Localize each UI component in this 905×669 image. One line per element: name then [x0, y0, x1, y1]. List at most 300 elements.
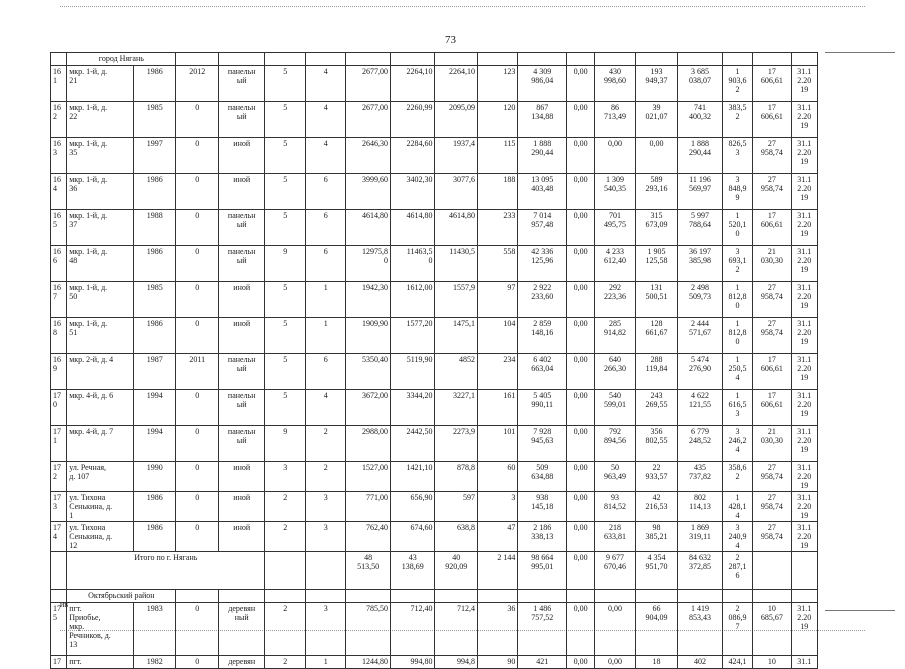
table-cell-res: 161: [477, 390, 517, 426]
table-cell-c7: 27 958,74: [753, 282, 791, 318]
table-cell-y1: 1986: [133, 174, 176, 210]
table-cell-c7: 27 958,74: [753, 492, 791, 522]
table-cell-a3: 2264,10: [435, 66, 477, 102]
table-cell-fl: 2: [265, 656, 305, 669]
table-cell-a3: 994,8: [435, 656, 477, 669]
table-cell-en: 2: [305, 426, 345, 462]
table-cell-mat: иной: [218, 174, 265, 210]
table-cell-c1: 2 186 338,13: [518, 522, 567, 552]
table-cell-c1: 509 634,88: [518, 462, 567, 492]
table-cell-en: 1: [305, 318, 345, 354]
table-cell-en: 4: [305, 390, 345, 426]
table-cell-mat: иной: [218, 282, 265, 318]
table-cell-res: 101: [477, 426, 517, 462]
table-cell-addr: мкр. 4-й, д. 6: [67, 390, 134, 426]
table-cell-res: 90: [477, 656, 517, 669]
table-cell-c5: 435 737,82: [678, 462, 723, 492]
table-cell-a2: 1421,10: [390, 462, 435, 492]
table-cell-c2: 0,00: [566, 66, 594, 102]
table-cell-a2: 1577,20: [390, 318, 435, 354]
table-cell-c5: 2 498 509,73: [678, 282, 723, 318]
table-cell-c5: 402: [678, 656, 723, 669]
table-cell-c2: 0,00: [566, 492, 594, 522]
table-cell-n: 17 1: [51, 426, 67, 462]
table-cell-c4: 22 933,57: [635, 462, 677, 492]
table-row: [51, 426, 818, 462]
table-cell-addr: пгт.: [67, 656, 134, 669]
table-cell-n: 17 3: [51, 492, 67, 522]
table-cell-a1: 2677,00: [346, 102, 391, 138]
table-row: [51, 246, 818, 282]
table-cell-addr: мкр. 4-й, д. 7: [67, 426, 134, 462]
table-cell-fl: 2: [265, 522, 305, 552]
table-cell-c1: 1 888 290,44: [518, 138, 567, 174]
table-cell-c1: 7 928 945,63: [518, 426, 567, 462]
total-cell: 43 138,69: [390, 552, 435, 590]
table-cell-n: 17 0: [51, 390, 67, 426]
table-cell-c7: 10: [753, 656, 791, 669]
table-cell-c4: 589 293,16: [635, 174, 677, 210]
empty-cell: [477, 590, 517, 603]
table-row: [51, 138, 818, 174]
section-title-oktyabrsky: Октябрьский район: [67, 590, 176, 603]
table-cell-a1: 785,50: [346, 603, 391, 656]
empty-cell: [51, 552, 67, 590]
table-cell-c6: 1 428,1 4: [722, 492, 752, 522]
table-cell-c4: 39 021,07: [635, 102, 677, 138]
table-cell-addr: мкр. 1-й, д. 22: [67, 102, 134, 138]
table-cell-a1: 1909,90: [346, 318, 391, 354]
table-cell-c2: 0,00: [566, 426, 594, 462]
table-cell-res: 115: [477, 138, 517, 174]
table-cell-c3: 640 266,30: [595, 354, 635, 390]
table-cell-c3: 792 894,56: [595, 426, 635, 462]
table-cell-y1: 1994: [133, 426, 176, 462]
table-cell-a2: 2442,50: [390, 426, 435, 462]
table-cell-a1: 3672,00: [346, 390, 391, 426]
table-cell-c2: 0,00: [566, 138, 594, 174]
table-cell-c8: 31.1 2.20 19: [791, 354, 817, 390]
table-cell-fl: 5: [265, 66, 305, 102]
table-cell-n: 17 4: [51, 522, 67, 552]
table-cell-c6: 424,1: [722, 656, 752, 669]
table-cell-c7: 21 030,30: [753, 426, 791, 462]
section-header-row: [51, 590, 818, 603]
table-cell-en: 1: [305, 282, 345, 318]
empty-cell: [518, 590, 567, 603]
table-cell-res: 36: [477, 603, 517, 656]
table-cell-c7: 21 030,30: [753, 246, 791, 282]
margin-line: [825, 610, 895, 611]
table-cell-a2: 2260,99: [390, 102, 435, 138]
table-cell-c6: 2 086,9 7: [722, 603, 752, 656]
table-cell-y2: 0: [176, 282, 218, 318]
table-cell-a1: 2677,00: [346, 66, 391, 102]
table-cell-c7: 27 958,74: [753, 174, 791, 210]
table-cell-c3: 93 814,52: [595, 492, 635, 522]
table-cell-fl: 9: [265, 426, 305, 462]
table-cell-addr: мкр. 1-й, д. 36: [67, 174, 134, 210]
table-cell-c2: 0,00: [566, 354, 594, 390]
table-cell-y1: 1987: [133, 354, 176, 390]
total-cell: 84 632 372,85: [678, 552, 723, 590]
table-cell-c1: 421: [518, 656, 567, 669]
table-cell-y1: 1997: [133, 138, 176, 174]
table-cell-a3: 2273,9: [435, 426, 477, 462]
table-cell-a3: 11430,5: [435, 246, 477, 282]
table-cell-mat: панельн ый: [218, 390, 265, 426]
table-cell-c3: 86 713,49: [595, 102, 635, 138]
empty-cell: [753, 590, 791, 603]
table-cell-res: 123: [477, 66, 517, 102]
table-cell-y2: 0: [176, 318, 218, 354]
table-cell-y2: 0: [176, 492, 218, 522]
table-cell-n: 16 9: [51, 354, 67, 390]
table-cell-c5: 1 869 319,11: [678, 522, 723, 552]
table-cell-c3: 430 998,60: [595, 66, 635, 102]
empty-cell: [305, 590, 345, 603]
table-cell-y1: 1985: [133, 282, 176, 318]
table-cell-en: 6: [305, 210, 345, 246]
table-cell-c7: 17 606,61: [753, 354, 791, 390]
table-cell-c7: 17 606,61: [753, 390, 791, 426]
table-cell-a2: 3402,30: [390, 174, 435, 210]
table-cell-fl: 2: [265, 603, 305, 656]
table-cell-a3: 3077,6: [435, 174, 477, 210]
table-cell-a2: 2284,60: [390, 138, 435, 174]
table-cell-res: 97: [477, 282, 517, 318]
table-cell-c2: 0,00: [566, 603, 594, 656]
table-cell-c3: 0,00: [595, 656, 635, 669]
table-cell-en: 4: [305, 66, 345, 102]
housing-table: [50, 52, 818, 669]
table-row: [51, 282, 818, 318]
table-cell-a1: 5350,40: [346, 354, 391, 390]
table-cell-y2: 0: [176, 603, 218, 656]
table-cell-c8: 31.1 2.20 19: [791, 102, 817, 138]
table-cell-c3: 285 914,82: [595, 318, 635, 354]
table-cell-a3: 4852: [435, 354, 477, 390]
table-row: [51, 66, 818, 102]
table-cell-c3: 218 633,81: [595, 522, 635, 552]
table-cell-y2: 0: [176, 426, 218, 462]
table-cell-c3: 701 495,75: [595, 210, 635, 246]
table-cell-res: 47: [477, 522, 517, 552]
table-cell-y1: 1986: [133, 66, 176, 102]
table-cell-n: 16 3: [51, 138, 67, 174]
table-cell-a1: 1942,30: [346, 282, 391, 318]
table-cell-res: 233: [477, 210, 517, 246]
table-cell-c7: 27 958,74: [753, 522, 791, 552]
total-cell: 0,00: [566, 552, 594, 590]
table-cell-a1: 1527,00: [346, 462, 391, 492]
table-cell-c8: 31.1 2.20 19: [791, 318, 817, 354]
table-cell-a2: 674,60: [390, 522, 435, 552]
table-cell-a2: 656,90: [390, 492, 435, 522]
scan-edge-top: [60, 6, 865, 7]
table-cell-c5: 2 444 571,67: [678, 318, 723, 354]
table-cell-c8: 31.1 2.20 19: [791, 462, 817, 492]
table-cell-en: 1: [305, 656, 345, 669]
table-cell-addr: ул. Тихона Сенькина, д. 12: [67, 522, 134, 552]
table-cell-c6: 1 520,1 0: [722, 210, 752, 246]
table-cell-c6: 1 903,6 2: [722, 66, 752, 102]
table-cell-mat: панельн ый: [218, 426, 265, 462]
empty-cell: [265, 552, 305, 590]
table-row: [51, 522, 818, 552]
table-cell-c1: 2 922 233,60: [518, 282, 567, 318]
table-cell-y1: 1986: [133, 318, 176, 354]
table-cell-addr: мкр. 2-й, д. 4: [67, 354, 134, 390]
table-cell-y2: 0: [176, 656, 218, 669]
table-cell-y1: 1990: [133, 462, 176, 492]
table-cell-c1: 867 134,88: [518, 102, 567, 138]
table-row: [51, 603, 818, 656]
table-cell-c8: 31.1 2.20 19: [791, 246, 817, 282]
table-cell-en: 6: [305, 354, 345, 390]
table-cell-a3: 597: [435, 492, 477, 522]
table-cell-c1: 13 095 403,48: [518, 174, 567, 210]
table-cell-y2: 0: [176, 210, 218, 246]
table-cell-en: 4: [305, 102, 345, 138]
table-cell-c7: 17 606,61: [753, 102, 791, 138]
table-cell-addr: мкр. 1-й, д. 35: [67, 138, 134, 174]
table-cell-y1: 1985: [133, 102, 176, 138]
table-cell-a2: 1612,00: [390, 282, 435, 318]
table-cell-c5: 6 779 248,52: [678, 426, 723, 462]
table-cell-y2: 0: [176, 138, 218, 174]
table-cell-c1: 7 014 957,48: [518, 210, 567, 246]
table-cell-y2: 2012: [176, 66, 218, 102]
table-cell-c2: 0,00: [566, 282, 594, 318]
table-cell-a3: 1557,9: [435, 282, 477, 318]
table-row: [51, 656, 818, 669]
table-row: [51, 462, 818, 492]
total-cell: 2 287,1 6: [722, 552, 752, 590]
table-cell-c8: 31.1 2.20 19: [791, 603, 817, 656]
table-cell-addr: мкр. 1-й, д. 48: [67, 246, 134, 282]
table-cell-en: 6: [305, 174, 345, 210]
empty-cell: [176, 590, 218, 603]
table-cell-c1: 6 402 663,04: [518, 354, 567, 390]
table-cell-c4: 66 904,09: [635, 603, 677, 656]
table-cell-y2: 0: [176, 246, 218, 282]
table-cell-y2: 0: [176, 390, 218, 426]
table-cell-c4: 42 216,53: [635, 492, 677, 522]
table-cell-a2: 2264,10: [390, 66, 435, 102]
table-cell-a1: 4614,80: [346, 210, 391, 246]
table-cell-fl: 5: [265, 210, 305, 246]
table-cell-c3: 0,00: [595, 138, 635, 174]
empty-cell: [346, 590, 391, 603]
table-cell-a2: 5119,90: [390, 354, 435, 390]
empty-cell: [678, 590, 723, 603]
table-cell-c5: 1 888 290,44: [678, 138, 723, 174]
table-cell-c2: 0,00: [566, 462, 594, 492]
table-cell-c6: 826,5 3: [722, 138, 752, 174]
table-cell-c5: 3 685 038,07: [678, 66, 723, 102]
table-cell-c2: 0,00: [566, 102, 594, 138]
table-cell-mat: иной: [218, 318, 265, 354]
table-cell-c2: 0,00: [566, 522, 594, 552]
empty-cell: [753, 552, 791, 590]
table-cell-c8: 31.1 2.20 19: [791, 66, 817, 102]
table-cell-n: 16 8: [51, 318, 67, 354]
table-cell-c6: 358,6 2: [722, 462, 752, 492]
table-cell-y2: 0: [176, 522, 218, 552]
table-cell-mat: панельн ый: [218, 102, 265, 138]
table-row: [51, 210, 818, 246]
total-cell: Итого по г. Нягань: [67, 552, 265, 590]
table-cell-c6: 3 240,9 4: [722, 522, 752, 552]
table-cell-en: 3: [305, 492, 345, 522]
table-cell-n: 16 5: [51, 210, 67, 246]
table-cell-y1: 1986: [133, 246, 176, 282]
table-cell-c4: 193 949,37: [635, 66, 677, 102]
table-cell-y1: 1988: [133, 210, 176, 246]
empty-cell: [791, 552, 817, 590]
table-cell-c2: 0,00: [566, 318, 594, 354]
table-cell-c6: 3 848,9 9: [722, 174, 752, 210]
table-cell-a3: 878,8: [435, 462, 477, 492]
total-cell: 4 354 951,70: [635, 552, 677, 590]
table-cell-c6: 1 250,5 4: [722, 354, 752, 390]
table-row: [51, 390, 818, 426]
table-cell-c7: 17 606,61: [753, 66, 791, 102]
table-cell-fl: 5: [265, 318, 305, 354]
section-title-nyagan: город Нягань: [67, 53, 176, 66]
table-cell-c1: 4 309 986,04: [518, 66, 567, 102]
table-cell-c8: 31.1 2.20 19: [791, 426, 817, 462]
table-cell-a3: 1937,4: [435, 138, 477, 174]
table-cell-mat: иной: [218, 522, 265, 552]
table-cell-addr: мкр. 1-й, д. 21: [67, 66, 134, 102]
table-cell-fl: 5: [265, 390, 305, 426]
table-cell-fl: 2: [265, 492, 305, 522]
table-cell-c5: 5 474 276,90: [678, 354, 723, 390]
table-cell-a1: 1244,80: [346, 656, 391, 669]
table-cell-y2: 2011: [176, 354, 218, 390]
table-cell-en: 3: [305, 522, 345, 552]
table-cell-c4: 18: [635, 656, 677, 669]
table-row: [51, 354, 818, 390]
table-cell-fl: 9: [265, 246, 305, 282]
table-cell-y1: 1994: [133, 390, 176, 426]
table-cell-n: 16 1: [51, 66, 67, 102]
empty-cell: [722, 590, 752, 603]
table-cell-mat: деревян: [218, 656, 265, 669]
table-cell-c1: 5 405 990,11: [518, 390, 567, 426]
margin-line: [825, 52, 895, 53]
table-cell-a2: 11463,5 0: [390, 246, 435, 282]
table-row: [51, 318, 818, 354]
table-cell-c5: 1 419 853,43: [678, 603, 723, 656]
table-cell-c1: 1 486 757,52: [518, 603, 567, 656]
empty-cell: [635, 590, 677, 603]
table-cell-c4: 131 500,51: [635, 282, 677, 318]
table-cell-res: 104: [477, 318, 517, 354]
table-cell-res: 60: [477, 462, 517, 492]
table-cell-res: 234: [477, 354, 517, 390]
table-cell-y2: 0: [176, 174, 218, 210]
table-cell-c8: 31.1 2.20 19: [791, 282, 817, 318]
table-cell-n: 17: [51, 656, 67, 669]
table-cell-a3: 3227,1: [435, 390, 477, 426]
table-cell-c2: 0,00: [566, 246, 594, 282]
table-cell-mat: деревян ный: [218, 603, 265, 656]
table-cell-fl: 5: [265, 174, 305, 210]
table-cell-mat: иной: [218, 462, 265, 492]
table-cell-c6: 3 693,1 2: [722, 246, 752, 282]
table-cell-c3: 50 963,49: [595, 462, 635, 492]
table-cell-addr: ул. Речная, д. 107: [67, 462, 134, 492]
table-cell-c8: 31.1 2.20 19: [791, 492, 817, 522]
table-cell-c4: 1 905 125,58: [635, 246, 677, 282]
table-cell-n: 16 7: [51, 282, 67, 318]
table-cell-addr: мкр. 1-й, д. 50: [67, 282, 134, 318]
table-cell-c5: 4 622 121,55: [678, 390, 723, 426]
table-cell-c4: 356 802,55: [635, 426, 677, 462]
table-cell-en: 3: [305, 603, 345, 656]
table-cell-fl: 5: [265, 282, 305, 318]
table-cell-c7: 10 685,67: [753, 603, 791, 656]
table-cell-a2: 4614,80: [390, 210, 435, 246]
table-cell-a1: 3999,60: [346, 174, 391, 210]
table-cell-res: 188: [477, 174, 517, 210]
table-cell-c2: 0,00: [566, 210, 594, 246]
table-cell-c3: 1 309 540,35: [595, 174, 635, 210]
table-cell-c5: 11 196 569,97: [678, 174, 723, 210]
table-cell-c2: 0,00: [566, 656, 594, 669]
table-cell-a1: 771,00: [346, 492, 391, 522]
footer-mark: ив: [60, 600, 69, 609]
table-cell-en: 2: [305, 462, 345, 492]
table-cell-c5: 36 197 385,98: [678, 246, 723, 282]
table-cell-n: 16 2: [51, 102, 67, 138]
table-cell-addr: мкр. 1-й, д. 37: [67, 210, 134, 246]
table-cell-c8: 31.1 2.20 19: [791, 522, 817, 552]
table-row: [51, 174, 818, 210]
table-cell-fl: 3: [265, 462, 305, 492]
empty-cell: [595, 590, 635, 603]
table-cell-n: 17 2: [51, 462, 67, 492]
table-cell-c7: 27 958,74: [753, 318, 791, 354]
table-cell-n: 16 6: [51, 246, 67, 282]
table-cell-n: 16 4: [51, 174, 67, 210]
table-cell-mat: панельн ый: [218, 354, 265, 390]
table-cell-fl: 5: [265, 354, 305, 390]
table-cell-mat: панельн ый: [218, 210, 265, 246]
table-cell-addr: ул. Тихона Сенькина, д. 1: [67, 492, 134, 522]
table-cell-c5: 802 114,13: [678, 492, 723, 522]
table-cell-a3: 638,8: [435, 522, 477, 552]
table-cell-y1: 1986: [133, 492, 176, 522]
table-cell-mat: панельн ый: [218, 246, 265, 282]
empty-cell: [265, 590, 305, 603]
table-cell-a3: 712,4: [435, 603, 477, 656]
table-cell-a3: 2095,09: [435, 102, 477, 138]
table-cell-a2: 994,80: [390, 656, 435, 669]
table-cell-c3: 292 223,36: [595, 282, 635, 318]
total-cell: 48 513,50: [346, 552, 391, 590]
table-cell-fl: 5: [265, 102, 305, 138]
total-row: [51, 552, 818, 590]
table-cell-y2: 0: [176, 462, 218, 492]
section-header-row: [51, 53, 818, 66]
table-cell-a1: 2988,00: [346, 426, 391, 462]
table-row: [51, 492, 818, 522]
table-cell-a1: 762,40: [346, 522, 391, 552]
